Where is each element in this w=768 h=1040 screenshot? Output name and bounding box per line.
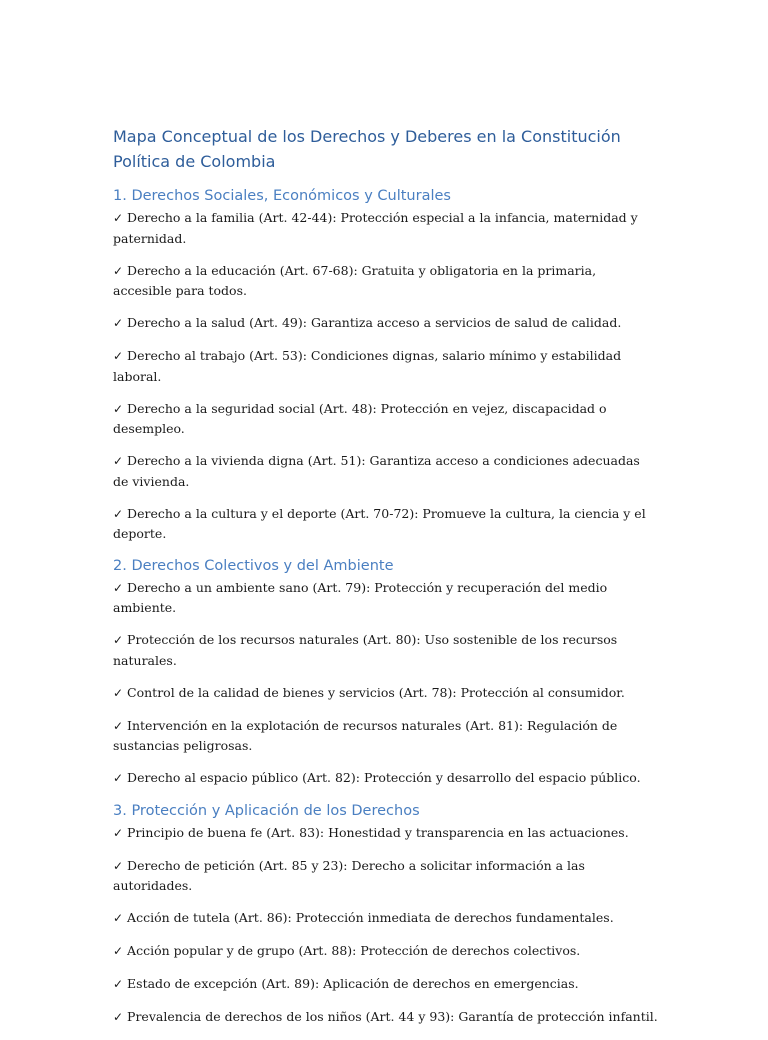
item-text: Derecho de petición (Art. 85 y 23): Derecho a solicitar información a las autoridades. xyxy=(113,857,585,893)
section-social-rights xyxy=(113,186,658,544)
checkmark-icon: ✓ xyxy=(113,944,124,958)
checkmark-icon: ✓ xyxy=(113,771,124,785)
checkmark-icon: ✓ xyxy=(113,580,124,595)
list-item xyxy=(113,908,658,929)
checkmark-icon: ✓ xyxy=(113,454,124,468)
checkmark-icon: ✓ xyxy=(113,718,124,733)
checkmark-icon: ✓ xyxy=(113,211,124,225)
item-text: Derecho a la vivienda digna (Art. 51): Garantiza acceso a condiciones adecuadas de vivienda. xyxy=(113,453,640,489)
checkmark-icon: ✓ xyxy=(113,316,124,330)
list-item xyxy=(113,823,658,844)
checkmark-icon: ✓ xyxy=(113,1010,124,1024)
section-heading: 1. Derechos Sociales, Económicos y Culturales xyxy=(113,188,451,204)
list-item xyxy=(113,504,658,544)
checkmark-icon: ✓ xyxy=(113,263,124,278)
list-item xyxy=(113,451,658,491)
item-text: Control de la calidad de bienes y servicios (Art. 78): Protección al consumidor. xyxy=(127,684,625,700)
list-item xyxy=(113,974,658,995)
item-text: Derecho al espacio público (Art. 82): Protección y desarrollo del espacio público. xyxy=(127,770,641,785)
item-text: Derecho a la educación (Art. 67-68): Gratuita y obligatoria en la primaria, accesible para todos. xyxy=(113,262,597,298)
list-item xyxy=(113,768,658,789)
item-text: Acción popular y de grupo (Art. 88): Protección de derechos colectivos. xyxy=(127,943,581,958)
item-text: Derecho al trabajo (Art. 53): Condiciones dignas, salario mínimo y estabilidad laboral. xyxy=(113,348,622,384)
item-text: Derecho a la cultura y el deporte (Art. 70-72): Promueve la cultura, la ciencia y el deporte. xyxy=(113,505,646,541)
checkmark-icon: ✓ xyxy=(113,401,124,416)
item-text: Protección de los recursos naturales (Art. 80): Uso sostenible de los recursos naturales. xyxy=(113,632,618,668)
section-heading: 3. Protección y Aplicación de los Derechos xyxy=(113,802,420,819)
section-heading: 2. Derechos Colectivos y del Ambiente xyxy=(113,557,394,574)
section-protection-rights xyxy=(113,801,658,1028)
checkmark-icon: ✓ xyxy=(113,977,124,991)
list-item xyxy=(113,716,658,756)
item-text: Estado de excepción (Art. 89): Aplicación de derechos en emergencias. xyxy=(127,976,579,991)
item-text: Derecho a un ambiente sano (Art. 79): Protección y recuperación del medio ambiente. xyxy=(113,579,608,615)
section-collective-rights xyxy=(113,556,658,789)
list-item xyxy=(113,941,658,962)
list-item xyxy=(113,208,658,248)
list-item xyxy=(113,261,658,301)
list-item xyxy=(113,683,658,704)
list-item xyxy=(113,313,658,334)
checkmark-icon: ✓ xyxy=(113,685,124,700)
checkmark-icon: ✓ xyxy=(113,506,124,521)
item-text: Intervención en la explotación de recursos naturales (Art. 81): Regulación de sustancias peligrosas. xyxy=(113,717,618,753)
checkmark-icon: ✓ xyxy=(113,633,124,647)
list-item xyxy=(113,346,658,386)
list-item xyxy=(113,630,658,670)
list-item xyxy=(113,1007,658,1028)
list-item xyxy=(113,399,658,439)
list-item xyxy=(113,856,658,896)
item-text: Principio de buena fe (Art. 83): Honestidad y transparencia en las actuaciones. xyxy=(127,824,629,840)
item-text: Derecho a la familia (Art. 42-44): Protección especial a la infancia, maternidad y paternidad. xyxy=(113,210,638,246)
document-page xyxy=(113,124,658,1040)
checkmark-icon: ✓ xyxy=(113,825,124,840)
item-text: Prevalencia de derechos de los niños (Art. 44 y 93): Garantía de protección infantil. xyxy=(127,1009,658,1024)
checkmark-icon: ✓ xyxy=(113,349,124,363)
list-item xyxy=(113,578,658,618)
item-text: Derecho a la salud (Art. 49): Garantiza acceso a servicios de salud de calidad. xyxy=(127,315,622,330)
document-title: Mapa Conceptual de los Derechos y Deberes en la Constitución Política de Colombia xyxy=(113,127,621,171)
item-text: Derecho a la seguridad social (Art. 48): Protección en vejez, discapacidad o desempleo. xyxy=(113,400,607,436)
item-text: Acción de tutela (Art. 86): Protección inmediata de derechos fundamentales. xyxy=(127,910,614,925)
checkmark-icon: ✓ xyxy=(113,911,124,925)
checkmark-icon: ✓ xyxy=(113,858,124,873)
